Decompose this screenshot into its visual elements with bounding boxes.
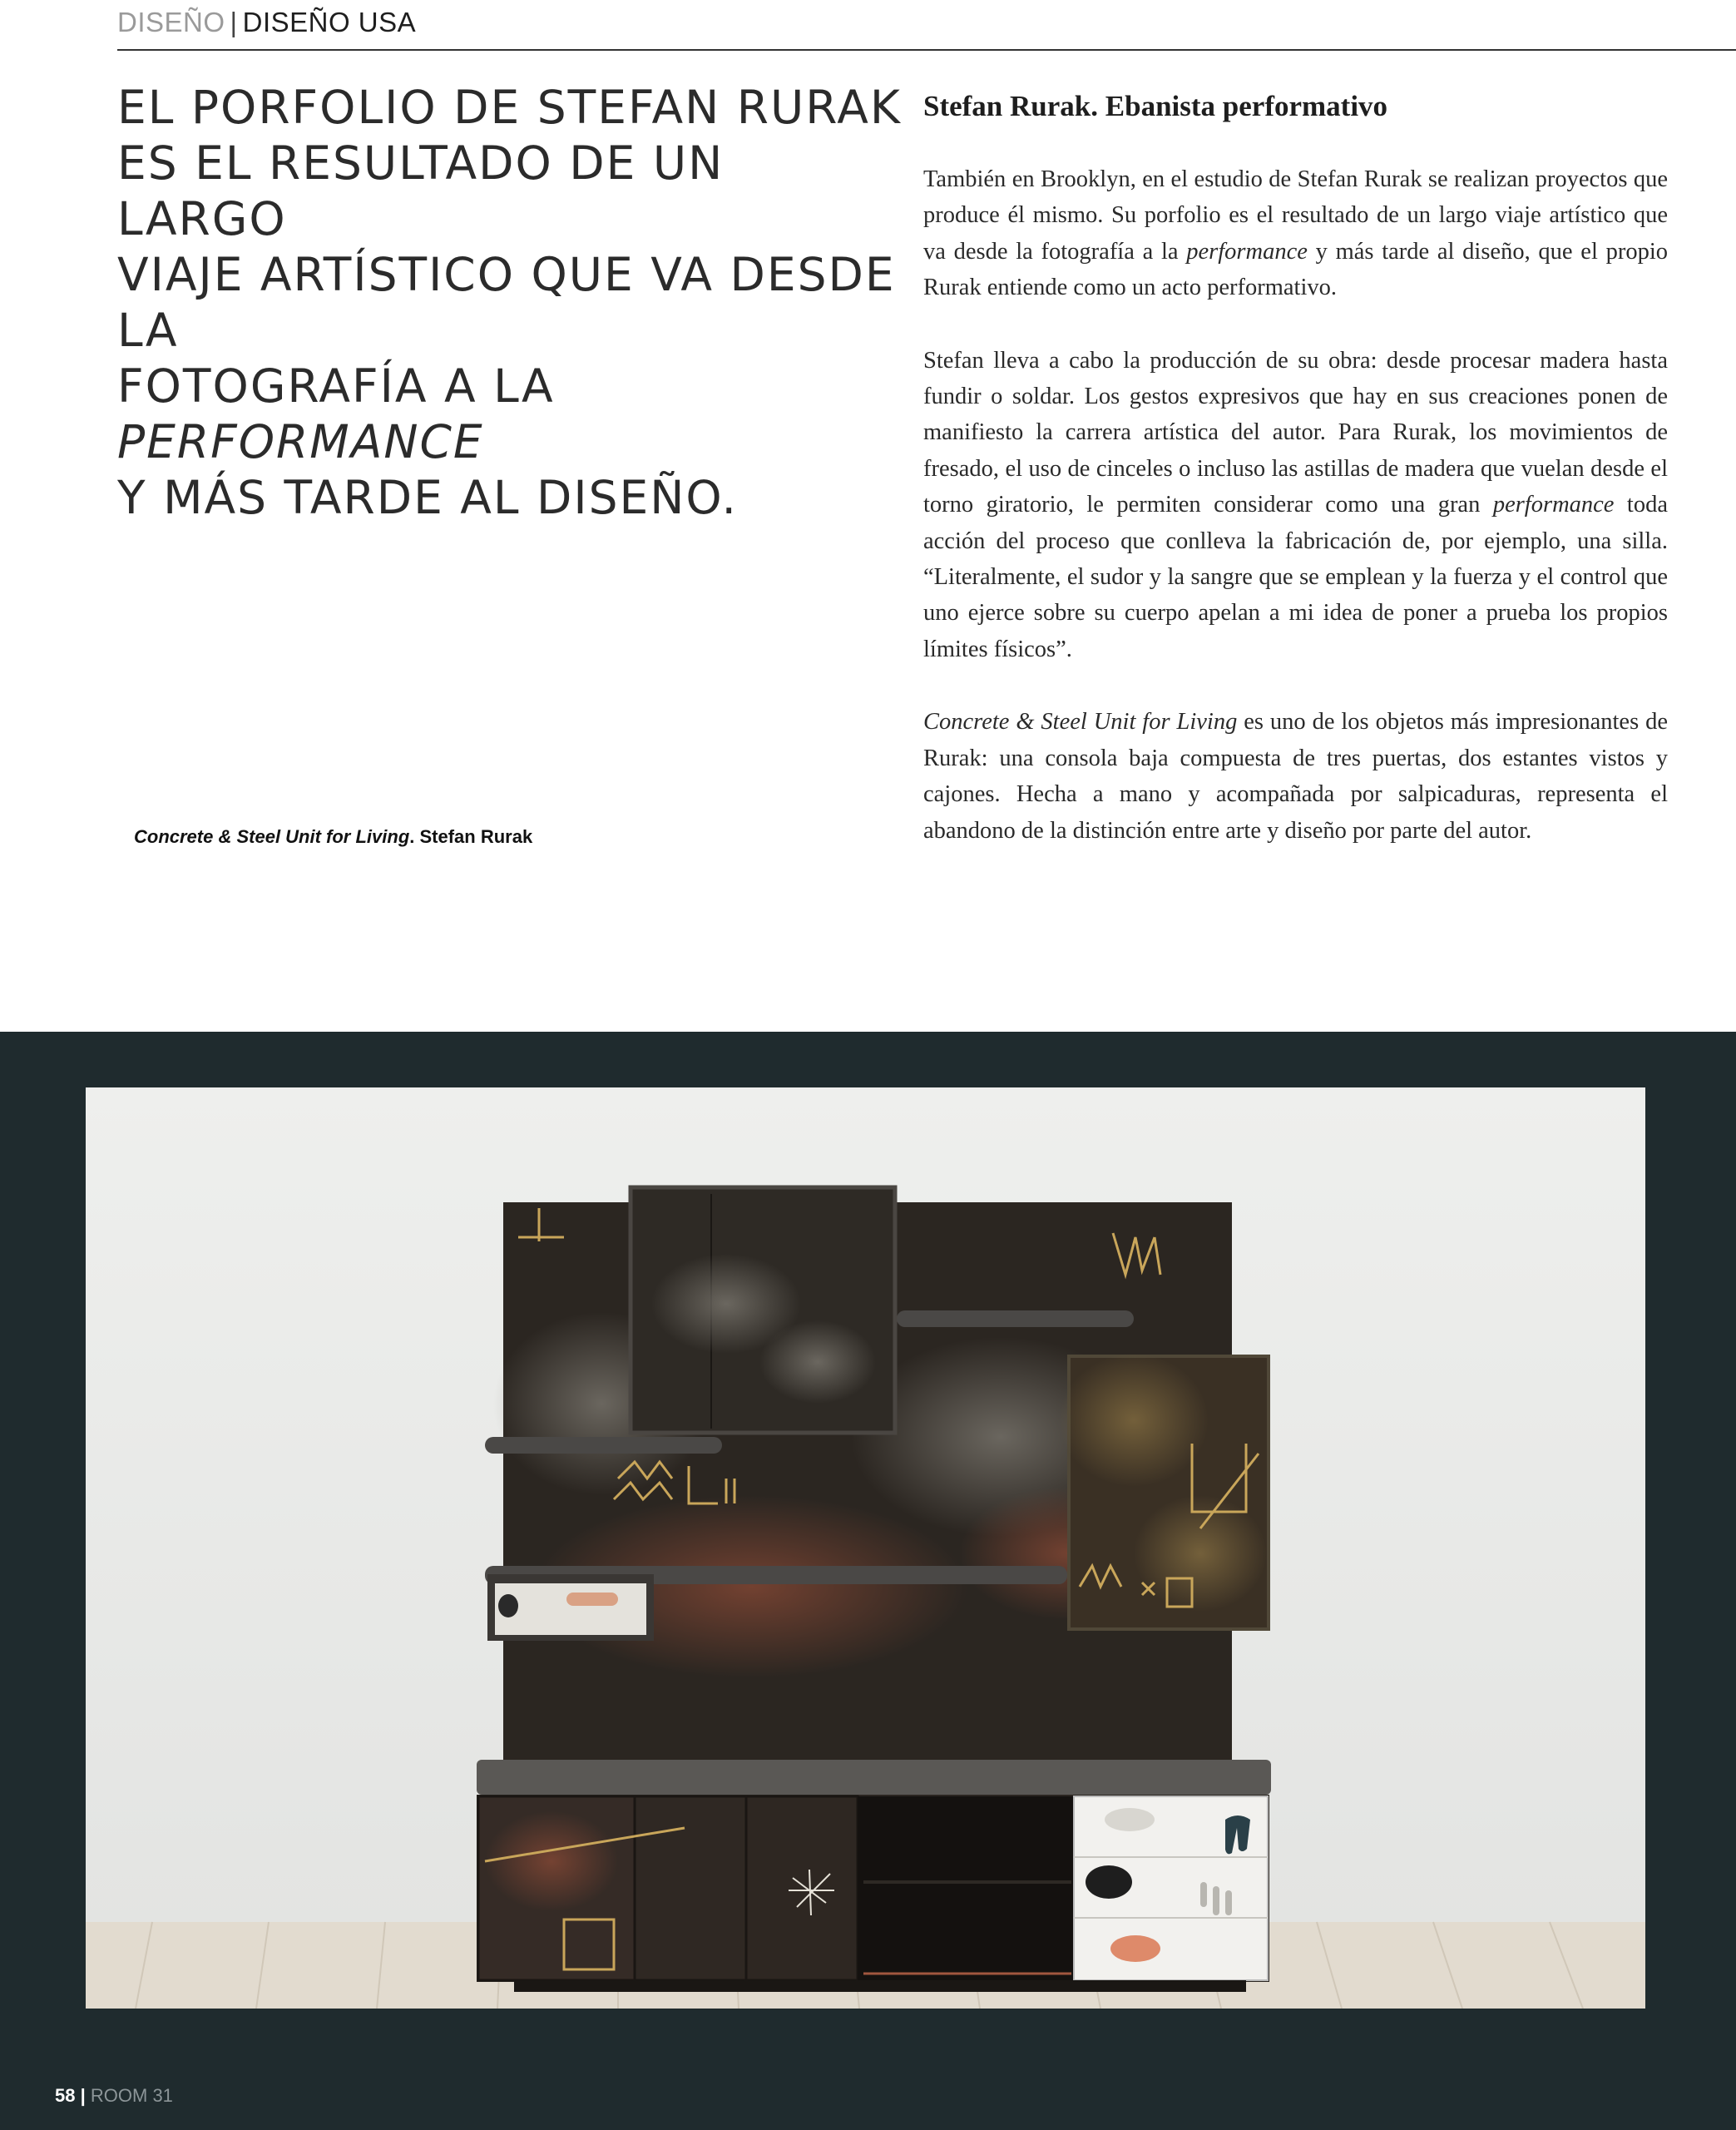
text-run: es uno de los objetos más impresionantes de Rurak: una consola baja compuesta de tres puertas, dos estantes vistos y cajones. Hecha a mano y acompañada por salpicaduras, representa el abandono de la distinción entre arte y diseño por parte del autor. — [923, 709, 1668, 844]
section-label: DISEÑO — [117, 7, 225, 37]
magazine-name: ROOM 31 — [90, 2085, 173, 2106]
shelf-upper-right — [897, 1310, 1134, 1327]
headline-line: VIAJE ARTÍSTICO QUE VA DESDE LA — [117, 248, 896, 357]
photo-caption — [134, 826, 532, 848]
page-number: 58 — [55, 2085, 76, 2106]
text-run: y más tarde al diseño, que el propio Rurak entiende como un acto performativo. — [923, 238, 1668, 301]
pull-quote-headline — [117, 80, 908, 526]
console-base — [514, 1980, 1246, 1992]
headline-line: Y MÁS TARDE AL DISEÑO. — [117, 471, 738, 524]
text-run: Stefan lleva a cabo la producción de su obra: desde procesar madera hasta fundir o soldar. Los gestos expresivos que hay en sus creaciones ponen de manifiesto la carrera artística del autor. Para Rurak, los movimientos de fresado, el uso de cinceles o incluso las astillas de madera que vuelan desde el torno giratorio, le permiten considerar como una gran — [923, 347, 1668, 518]
open-niche — [858, 1796, 1074, 1980]
header-separator: | — [230, 7, 238, 37]
header-rule — [117, 49, 1736, 51]
console-top — [477, 1760, 1271, 1795]
cabinet-photo — [86, 1087, 1645, 2009]
article-heading: Stefan Rurak. Ebanista performativo — [923, 90, 1388, 122]
caption-title: Concrete & Steel Unit for Living — [134, 826, 410, 847]
paragraph — [923, 161, 1668, 306]
headline-line: FOTOGRAFÍA A LA — [117, 359, 555, 413]
paragraph — [923, 343, 1668, 668]
article-body — [923, 90, 1668, 885]
text-run: toda acción del proceso que conlleva la fabricación de, por ejemplo, una silla. “Literalmente, el sudor y la sangre que se emplean y la fuerza y el control que uno ejerce sobre su cuerpo apelan a mi idea de poner a prueba los propios límites físicos”. — [923, 492, 1668, 662]
shelf-upper-left — [485, 1437, 722, 1454]
console-door — [635, 1796, 746, 1980]
console-door — [746, 1796, 858, 1980]
section-header — [117, 7, 416, 38]
subsection-label: DISEÑO USA — [242, 7, 417, 37]
page-folio — [55, 2085, 173, 2107]
text-run: También en Brooklyn, en el estudio de Stefan Rurak se realizan proyectos que produce él mismo. Su porfolio es el resultado de un largo viaje artístico que va desde la fotografía a la — [923, 166, 1668, 265]
folio-separator: | — [80, 2085, 86, 2106]
text-italic: Concrete & Steel Unit for Living — [923, 709, 1238, 736]
text-italic: performance — [1186, 238, 1308, 265]
text-italic: performance — [1492, 492, 1615, 518]
caption-credit: . Stefan Rurak — [409, 826, 533, 847]
headline-line: ES EL RESULTADO DE UN LARGO — [117, 136, 725, 245]
paragraph — [923, 704, 1668, 849]
headline-line: EL PORFOLIO DE STEFAN RURAK — [117, 81, 902, 134]
headline-italic: PERFORMANCE — [117, 415, 484, 468]
